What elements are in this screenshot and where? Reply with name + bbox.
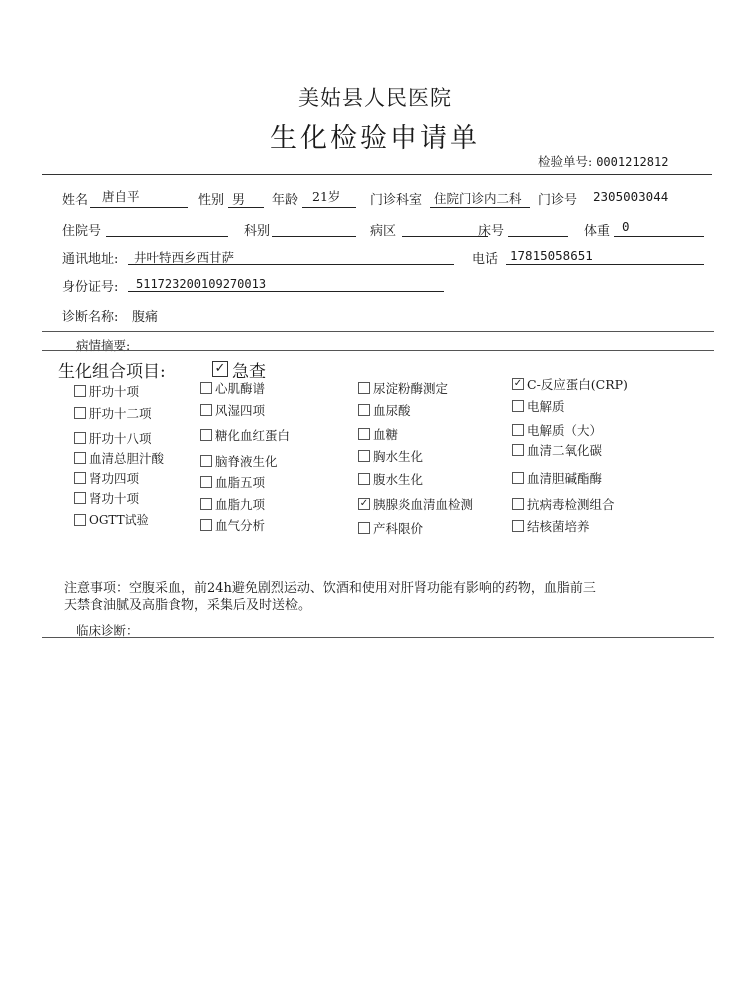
address-underline bbox=[128, 264, 454, 265]
test-checkbox[interactable] bbox=[358, 473, 370, 485]
test-checkbox[interactable] bbox=[200, 429, 212, 441]
test-checkbox[interactable] bbox=[200, 519, 212, 531]
phone-label: 电话 bbox=[472, 252, 499, 267]
urgent-label: 急查 bbox=[232, 362, 266, 382]
test-label: 血糖 bbox=[373, 427, 399, 442]
weight-underline bbox=[614, 236, 704, 237]
test-label: 尿淀粉酶测定 bbox=[373, 381, 449, 396]
history-label: 病情摘要: bbox=[76, 338, 131, 353]
ward-underline bbox=[402, 236, 488, 237]
test-label: 肾功十项 bbox=[89, 491, 140, 506]
test-checkbox[interactable] bbox=[358, 404, 370, 416]
dept-underline bbox=[430, 207, 530, 208]
notice-line-1: 注意事项：空腹采血，前24h避免剧烈运动、饮酒和使用对肝肾功能有影响的药物，血脂前三 bbox=[64, 581, 596, 596]
age-value: 21岁 bbox=[312, 189, 341, 204]
test-label: 风湿四项 bbox=[215, 403, 266, 418]
serial-label: 检验单号: bbox=[538, 154, 593, 169]
test-checkbox[interactable] bbox=[512, 498, 524, 510]
test-checkbox[interactable] bbox=[74, 472, 86, 484]
test-checkbox[interactable] bbox=[200, 382, 212, 394]
notice-line-2: 天禁食油腻及高脂食物，采集后及时送检。 bbox=[64, 598, 312, 613]
name-value: 唐自平 bbox=[102, 189, 140, 204]
test-checkbox[interactable] bbox=[74, 514, 86, 526]
test-label: OGTT试验 bbox=[89, 513, 149, 527]
test-label: 血脂五项 bbox=[215, 475, 266, 490]
id-value: 511723200109270013 bbox=[136, 277, 267, 291]
age-label: 年龄 bbox=[272, 193, 299, 208]
name-underline bbox=[90, 207, 188, 208]
test-checkbox[interactable] bbox=[74, 407, 86, 419]
test-label: 胰腺炎血清血检测 bbox=[373, 497, 474, 512]
id-underline bbox=[128, 291, 444, 292]
bed-label: 床号 bbox=[478, 224, 505, 239]
test-label: 电解质 bbox=[527, 399, 565, 414]
test-checkbox[interactable]: ✓ bbox=[513, 378, 523, 389]
test-label: 肝功十项 bbox=[89, 384, 140, 399]
test-label: 产科限价 bbox=[373, 521, 424, 536]
phone-underline bbox=[506, 264, 704, 265]
inpatient-no-underline bbox=[106, 236, 228, 237]
sex-value: 男 bbox=[232, 193, 246, 208]
header-divider bbox=[42, 174, 712, 175]
test-label: 心肌酶谱 bbox=[215, 381, 266, 396]
dept-value: 住院门诊内二科 bbox=[434, 191, 522, 206]
phone-value: 17815058651 bbox=[510, 248, 593, 263]
test-label: 肝功十八项 bbox=[89, 431, 152, 446]
test-checkbox[interactable] bbox=[74, 452, 86, 464]
test-label: 结核菌培养 bbox=[527, 519, 590, 534]
test-checkbox[interactable]: ✓ bbox=[359, 498, 369, 509]
hospital-name: 美姑县人民医院 bbox=[298, 86, 452, 110]
test-checkbox[interactable] bbox=[512, 520, 524, 532]
test-label: 脑脊液生化 bbox=[215, 454, 278, 469]
test-label: 血气分析 bbox=[215, 518, 266, 533]
inpatient-no-label: 住院号 bbox=[62, 224, 102, 239]
weight-label: 体重 bbox=[584, 224, 611, 239]
test-label: 电解质（大） bbox=[527, 423, 603, 438]
test-checkbox[interactable] bbox=[74, 385, 86, 397]
test-label: 腹水生化 bbox=[373, 472, 424, 487]
dept-label: 门诊科室 bbox=[370, 193, 423, 208]
test-checkbox[interactable] bbox=[200, 404, 212, 416]
sex-label: 性别 bbox=[198, 193, 225, 208]
test-checkbox[interactable] bbox=[358, 450, 370, 462]
diagnosis-value: 腹痛 bbox=[132, 310, 159, 325]
test-label: 肝功十二项 bbox=[89, 406, 152, 421]
test-label: 胸水生化 bbox=[373, 449, 424, 464]
test-checkbox[interactable] bbox=[358, 382, 370, 394]
test-label: 血清胆碱酯酶 bbox=[527, 471, 603, 486]
sex-underline bbox=[228, 207, 264, 208]
test-label: 血清二氧化碳 bbox=[527, 443, 603, 458]
test-label: 血清总胆汁酸 bbox=[89, 451, 165, 466]
clinical-diagnosis-label: 临床诊断： bbox=[76, 623, 139, 638]
test-label: 血脂九项 bbox=[215, 497, 266, 512]
test-checkbox[interactable] bbox=[200, 476, 212, 488]
test-label: 血尿酸 bbox=[373, 403, 411, 418]
test-checkbox[interactable] bbox=[200, 455, 212, 467]
test-label: 肾功四项 bbox=[89, 471, 140, 486]
age-underline bbox=[302, 207, 356, 208]
address-value: 井叶特西乡西甘萨 bbox=[134, 250, 235, 265]
outpatient-no-label: 门诊号 bbox=[538, 193, 578, 208]
diagnosis-label: 诊断名称: bbox=[62, 310, 119, 325]
test-checkbox[interactable] bbox=[512, 400, 524, 412]
test-label: C-反应蛋白(CRP) bbox=[527, 377, 628, 392]
address-label: 通讯地址: bbox=[62, 252, 119, 267]
name-label: 姓名 bbox=[62, 193, 89, 208]
test-group-label: 生化组合项目: bbox=[58, 362, 166, 382]
serial-number bbox=[538, 152, 668, 170]
test-checkbox[interactable] bbox=[512, 472, 524, 484]
weight-value: 0 bbox=[622, 219, 630, 234]
bed-underline bbox=[508, 236, 568, 237]
test-checkbox[interactable] bbox=[358, 428, 370, 440]
test-checkbox[interactable] bbox=[358, 522, 370, 534]
outpatient-no-value: 2305003044 bbox=[593, 189, 669, 204]
serial-value: 0001212812 bbox=[596, 155, 669, 169]
ward-label: 病区 bbox=[370, 224, 397, 239]
section-underline bbox=[272, 236, 356, 237]
test-checkbox[interactable] bbox=[512, 444, 524, 456]
test-checkbox[interactable] bbox=[200, 498, 212, 510]
id-label: 身份证号: bbox=[62, 280, 119, 295]
test-label: 糖化血红蛋白 bbox=[215, 428, 291, 443]
test-label: 抗病毒检测组合 bbox=[527, 497, 615, 512]
test-checkbox[interactable] bbox=[512, 424, 524, 436]
section-label: 科别 bbox=[244, 224, 271, 239]
test-checkbox[interactable] bbox=[74, 432, 86, 444]
history-divider bbox=[42, 350, 714, 351]
test-checkbox[interactable] bbox=[74, 492, 86, 504]
form-title: 生化检验申请单 bbox=[270, 123, 480, 154]
diagnosis-divider bbox=[42, 331, 714, 332]
clinical-divider bbox=[42, 637, 714, 638]
urgent-checkbox[interactable]: ✓ bbox=[212, 361, 228, 377]
